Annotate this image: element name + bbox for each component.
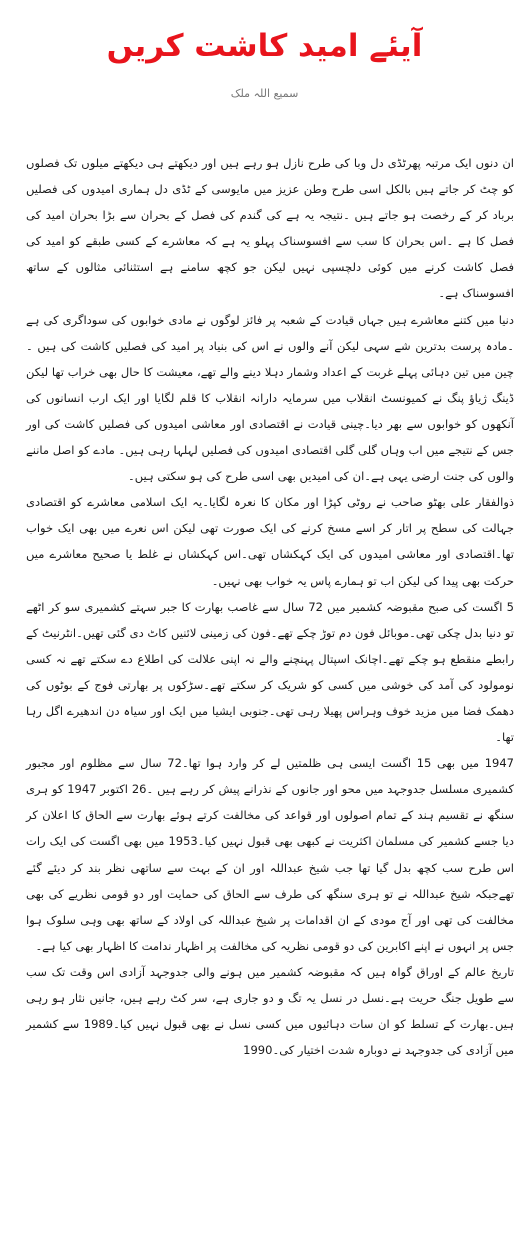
article-paragraph: 1947 میں بھی 15 اگست ایسی ہی ظلمتیں لے کر وارد ہوا تھا۔72 سال سے مظلوم اور مجبور کشمیری مسلسل جدوجہد میں محو اور جانوں کے نذرانے پیش کر رہے ہیں ۔26 اکتوبر 1947 کو ہری سنگھ نے تقسیم ہند کے تمام اصولوں اور قواعد کی مخالفت کرتے ہوئے بھارت سے الحاق کا اعلان کر دیا جسے کشمیر کی مسلمان اکثریت نے کبھی بھی قبول نہیں کیا۔1953 میں بھی اگست کی ایک رات اس طرح سب کچھ بدل گیا تھا جب شیخ عبداللہ اور ان کے بہت سے ساتھی نظر بند کر دیئے گئے تھےجبکہ شیخ عبداللہ نے تو ہری سنگھ کی طرف سے الحاق کی حمایت اور دو قومی نظریے کی بھی مخالفت کی تھی اور آج مودی کے ان اقدامات پر شیخ عبداللہ کی اولاد کے ساتھ بھی وہی سلوک ہوا جس پر انہوں نے اپنے اکابرین کی دو قومی نظریہ کی مخالفت پر اظہار ندامت کا اظہار بھی کیا ہے۔ bbox=[26, 756, 514, 953]
article-author: سمیع اللہ ملک bbox=[230, 87, 299, 100]
article-title: آیئے امید کاشت کریں bbox=[106, 28, 423, 64]
article-paragraph: ذوالفقار علی بھٹو صاحب نے روٹی کپڑا اور مکان کا نعرہ لگایا۔یہ ایک اسلامی معاشرے کو اقتصادی جہالت کی سطح پر اتار کر اسے مسخ کرنے کی ایک صورت تھی لیکن اس نعرے میں بھی ایک خواب تھا۔اقتصادی اور معاشی امیدوں کی ایک کہکشاں تھی۔اس کہکشاں نے غلط یا صحیح معاشرے میں حرکت بھی پیدا کی لیکن اب تو ہمارے پاس یہ خواب بھی نہیں۔ bbox=[26, 495, 514, 588]
article-paragraph: تاریخ عالم کے اوراق گواہ ہیں کہ مقبوضہ کشمیر میں ہونے والی جدوجہد آزادی اس وقت تک سب سے طویل جنگ حریت ہے۔نسل در نسل یہ تگ و دو جاری ہے، سر کٹ رہے ہیں، جانیں نثار ہو رہی ہیں۔بھارت کے تسلط کو ان سات دہائیوں میں کسی نسل نے بھی قبول نہیں کیا۔1989 سے کشمیر میں آزادی کی جدوجہد نے دوبارہ شدت اختیار کی۔1990 bbox=[26, 964, 514, 1058]
article-paragraph: 5 اگست کی صبح مقبوضہ کشمیر میں 72 سال سے غاصب بھارت کا جبر سہتے کشمیری سو کر اٹھے تو دنیا بدل چکی تھی۔موبائل فون دم توڑ چکے تھے۔فون کی زمینی لائنیں کاٹ دی گئی تھیں۔انٹرنیٹ کے رابطے منقطع ہو چکے تھے۔اچانک اسپتال پہنچنے والے نہ اپنی علالت کی اطلاع دے سکتے تھے نہ کسی نومولود کی آمد کی خوشی میں کسی کو شریک کر سکتے تھے۔سڑکوں پر بھارتی فوج کے بوٹوں کی دھمک فضا میں مزید خوف وہراس پھیلا رہی تھی۔جنوبی ایشیا میں ایک اور سیاہ دن اندھیرے اگل رہا تھا۔ bbox=[26, 599, 514, 745]
article-paragraph: ان دنوں ایک مرتبہ پھرٹڈی دل وبا کی طرح نازل ہو رہے ہیں اور دیکھتے ہی دیکھتے میلوں تک فصلوں کو چٹ کر جاتے ہیں بالکل اسی طرح وطن عزیز میں مایوسی کے ٹڈی دل ہماری امیدوں کی فصلیں برباد کر کے رخصت ہو جاتے ہیں ۔نتیجہ یہ ہے کی گندم کی فصل کے بحران سے بڑا بحران امید کی فصل کا ہے ۔اس بحران کا سب سے افسوسناک پہلو یہ ہے کہ معاشرے کے کسی طبقے کو امید کی فصل کاشت کرنے میں کوئی دلچسپی نہیں لیکن جو کچھ سامنے ہے استثنائی مثالوں کے ساتھ افسوسناک ہے۔ bbox=[26, 156, 514, 301]
article-paragraph: دنیا میں کتنے معاشرے ہیں جہاں قیادت کے شعبہ پر فائز لوگوں نے مادی خوابوں کی سوداگری کی ہے ۔مادہ پرست بدترین شے سہی لیکن آنے والوں نے اس کی بنیاد پر امید کی فصلیں کاشت کی ہیں ۔چین میں تین دہائی پہلے غربت کے اعداد وشمار دہلا دینے والے تھے، معیشت کا حال بھی خراب تھا لیکن ڈینگ ژیاؤ پنگ نے کمیونسٹ انقلاب میں سرمایہ دارانہ انقلاب کا قلم لگایا اور ایک ارب انسانوں کی آنکھوں کو خوابوں سے بھر دیا۔چینی قیادت نے اقتصادی اور معاشی امیدوں کی فصلیں کاشت کی اور جس کے نتیجے میں اب وہاں گلی گلی اقتصادی امیدوں کی فصلیں لہلہا رہی ہیں۔ مادے کو اصل ماننے والوں کی جنت ارضی یہی ہے۔ان کی امیدیں بھی اسی طرح کی ہو سکتی ہیں۔ bbox=[26, 312, 514, 484]
article-body bbox=[26, 150, 514, 1063]
